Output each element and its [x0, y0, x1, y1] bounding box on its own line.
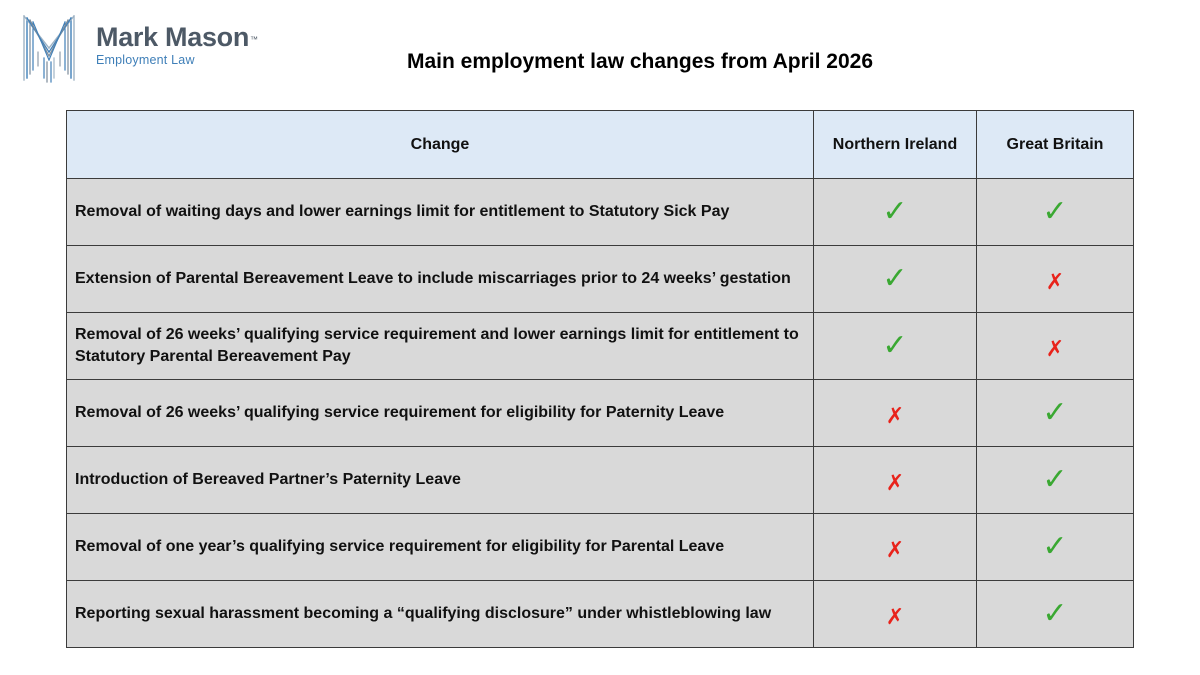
- cross-icon: ✗: [885, 471, 905, 496]
- checkmark-icon: ✓: [882, 328, 908, 363]
- great-britain-status-cell: [977, 313, 1134, 380]
- table-row: [67, 447, 1134, 514]
- table-row: [67, 179, 1134, 246]
- page-title: Main employment law changes from April 2026: [406, 50, 874, 73]
- checkmark-icon: ✓: [1042, 529, 1068, 564]
- northern-ireland-status-cell: [814, 514, 977, 581]
- northern-ireland-status-cell: [814, 246, 977, 313]
- change-description: Extension of Parental Bereavement Leave to include miscarriages prior to 24 weeks’ gestation: [67, 246, 814, 313]
- checkmark-icon: ✓: [1042, 194, 1068, 229]
- change-description: Removal of 26 weeks’ qualifying service requirement for eligibility for Paternity Leave: [67, 380, 814, 447]
- great-britain-status-cell: [977, 514, 1134, 581]
- cross-icon: ✗: [885, 404, 905, 429]
- logo-wordmark: [96, 22, 258, 67]
- change-description: Introduction of Bereaved Partner’s Paternity Leave: [67, 447, 814, 514]
- great-britain-status-cell: [977, 380, 1134, 447]
- brand-name: Mark Mason™: [96, 21, 258, 52]
- mark-mason-logo-icon: [22, 12, 76, 84]
- table-row: [67, 380, 1134, 447]
- law-changes-table: [66, 110, 1134, 648]
- great-britain-status-cell: [977, 246, 1134, 313]
- great-britain-status-cell: [977, 179, 1134, 246]
- table-body: [67, 179, 1134, 648]
- cross-icon: ✗: [1045, 337, 1065, 362]
- cross-icon: ✗: [885, 538, 905, 563]
- table-row: [67, 246, 1134, 313]
- northern-ireland-status-cell: [814, 380, 977, 447]
- northern-ireland-status-cell: [814, 581, 977, 648]
- header-change: Change: [67, 111, 814, 179]
- change-description: Removal of one year’s qualifying service requirement for eligibility for Parental Leave: [67, 514, 814, 581]
- northern-ireland-status-cell: [814, 313, 977, 380]
- table-row: [67, 313, 1134, 380]
- table-row: [67, 514, 1134, 581]
- checkmark-icon: ✓: [1042, 395, 1068, 430]
- northern-ireland-status-cell: [814, 447, 977, 514]
- header-great-britain: Great Britain: [977, 111, 1134, 179]
- table-row: [67, 581, 1134, 648]
- checkmark-icon: ✓: [1042, 462, 1068, 497]
- checkmark-icon: ✓: [882, 261, 908, 296]
- great-britain-status-cell: [977, 447, 1134, 514]
- change-description: Removal of waiting days and lower earnings limit for entitlement to Statutory Sick Pay: [67, 179, 814, 246]
- brand-tagline: Employment Law: [96, 52, 195, 67]
- company-logo: [22, 12, 258, 84]
- trademark-symbol: ™: [250, 34, 258, 44]
- header-northern-ireland: Northern Ireland: [814, 111, 977, 179]
- change-description: Reporting sexual harassment becoming a “qualifying disclosure” under whistleblowing law: [67, 581, 814, 648]
- cross-icon: ✗: [1045, 270, 1065, 295]
- northern-ireland-status-cell: [814, 179, 977, 246]
- change-description: Removal of 26 weeks’ qualifying service requirement and lower earnings limit for entitlement to Statutory Parental Bereavement Pay: [67, 313, 814, 380]
- cross-icon: ✗: [885, 605, 905, 630]
- great-britain-status-cell: [977, 581, 1134, 648]
- checkmark-icon: ✓: [882, 194, 908, 229]
- table-header-row: [67, 111, 1134, 179]
- checkmark-icon: ✓: [1042, 596, 1068, 631]
